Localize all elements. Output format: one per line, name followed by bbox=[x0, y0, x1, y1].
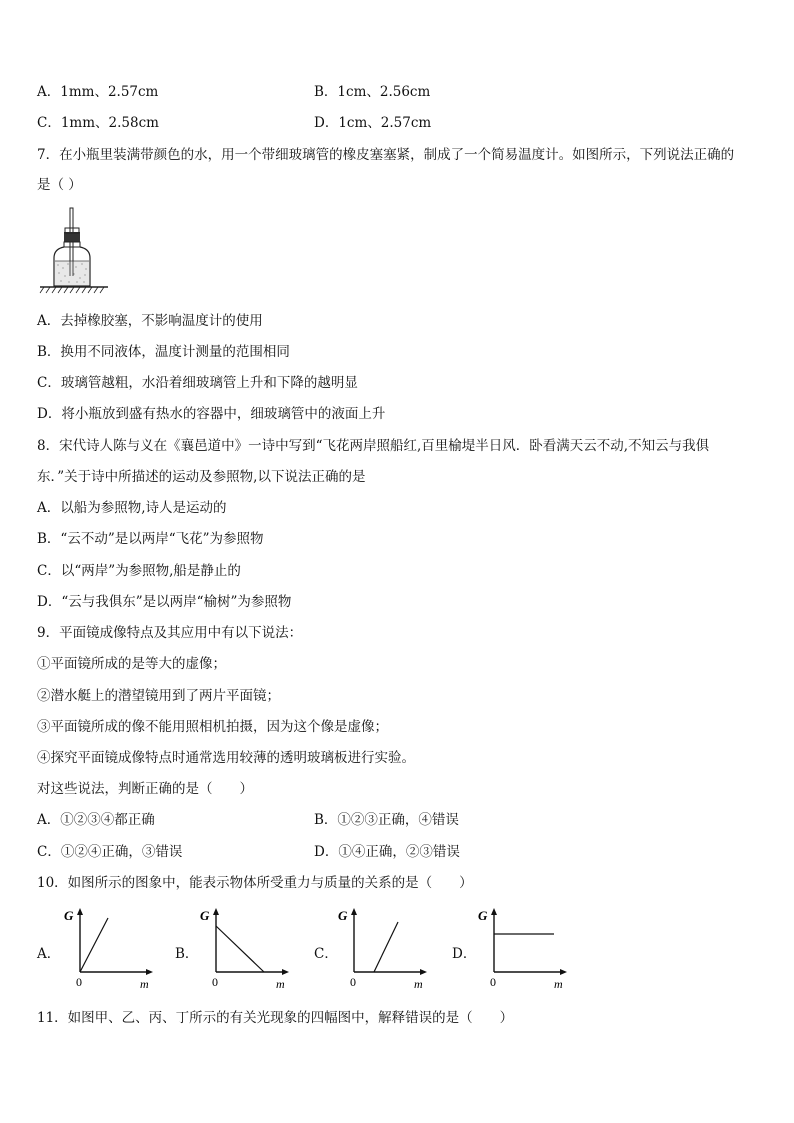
graph-b-x-label: m bbox=[276, 977, 285, 991]
graph-d-x-arrow bbox=[560, 969, 567, 975]
q8-stem-line1: 8．宋代诗人陈与义在《襄邑道中》一诗中写到“飞花两岸照船红,百里榆堤半日风．卧看满天云不动,不知云与我俱 bbox=[37, 438, 710, 454]
q9-stem: 9．平面镜成像特点及其应用中有以下说法： bbox=[37, 625, 303, 641]
q9-option-b: B．①②③正确，④错误 bbox=[314, 812, 459, 828]
q9-statement-1: ①平面镜所成的是等大的虚像； bbox=[37, 656, 226, 672]
graph-c-x-arrow bbox=[420, 969, 427, 975]
q6-option-b: B．1cm、2.56cm bbox=[314, 84, 431, 100]
graph-a bbox=[60, 906, 160, 994]
q7-option-b: B．换用不同液体，温度计测量的范围相同 bbox=[37, 344, 290, 360]
q8-stem-line2: 东．”关于诗中所描述的运动及参照物,以下说法正确的是 bbox=[37, 469, 366, 485]
graph-b-y-arrow bbox=[213, 908, 219, 915]
q10-label-c: C． bbox=[314, 946, 338, 962]
q8-option-d: D．“云与我俱东”是以两岸“榆树”为参照物 bbox=[37, 594, 292, 610]
graph-c bbox=[334, 906, 434, 994]
graph-b bbox=[196, 906, 296, 994]
graph-d bbox=[474, 906, 574, 994]
q7-option-a: A．去掉橡胶塞，不影响温度计的使用 bbox=[37, 313, 263, 329]
graph-a-y-arrow bbox=[77, 908, 83, 915]
graph-a-x-label: m bbox=[140, 977, 149, 991]
graph-c-x-label: m bbox=[414, 977, 423, 991]
q6-option-d: D．1cm、2.57cm bbox=[314, 115, 432, 131]
thermometer-bottle-figure bbox=[38, 206, 118, 296]
q7-option-c: C．玻璃管越粗，水沿着细玻璃管上升和下降的越明显 bbox=[37, 375, 358, 391]
graph-c-y-arrow bbox=[351, 908, 357, 915]
q11-stem: 11．如图甲、乙、丙、丁所示的有关光现象的四幅图中，解释错误的是（ ） bbox=[37, 1010, 514, 1026]
graph-c-y-label: G bbox=[338, 908, 348, 923]
graph-d-x-label: m bbox=[554, 977, 563, 991]
graph-b-line bbox=[216, 926, 264, 972]
graph-c-origin: 0 bbox=[350, 975, 356, 989]
q9-question: 对这些说法，判断正确的是（ ） bbox=[37, 781, 253, 797]
graph-b-origin: 0 bbox=[212, 975, 218, 989]
q7-stem-line2: 是（ ） bbox=[37, 177, 82, 193]
q10-label-b: B． bbox=[175, 946, 199, 962]
q9-option-a: A．①②③④都正确 bbox=[37, 812, 155, 828]
q8-option-b: B．“云不动”是以两岸“飞花”为参照物 bbox=[37, 531, 264, 547]
q10-stem: 10．如图所示的图象中，能表示物体所受重力与质量的关系的是（ ） bbox=[37, 875, 473, 891]
q8-option-c: C．以“两岸”为参照物,船是静止的 bbox=[37, 563, 241, 579]
graph-a-line bbox=[80, 918, 108, 972]
q8-option-a: A．以船为参照物,诗人是运动的 bbox=[37, 500, 227, 516]
q10-label-a: A． bbox=[37, 946, 61, 962]
q9-statement-3: ③平面镜所成的像不能用照相机拍摄，因为这个像是虚像； bbox=[37, 719, 388, 735]
graph-a-y-label: G bbox=[64, 908, 74, 923]
q9-option-d: D．①④正确，②③错误 bbox=[314, 844, 460, 860]
q9-statement-2: ②潜水艇上的潜望镜用到了两片平面镜； bbox=[37, 688, 280, 704]
graph-b-y-label: G bbox=[200, 908, 210, 923]
q9-statement-4: ④探究平面镜成像特点时通常选用较薄的透明玻璃板进行实验。 bbox=[37, 750, 415, 766]
q10-label-d: D． bbox=[452, 946, 477, 962]
q6-option-c: C．1mm、2.58cm bbox=[37, 115, 159, 131]
q7-option-d: D．将小瓶放到盛有热水的容器中，细玻璃管中的液面上升 bbox=[37, 406, 386, 422]
graph-d-origin: 0 bbox=[490, 975, 496, 989]
graph-a-x-arrow bbox=[146, 969, 153, 975]
q9-option-c: C．①②④正确，③错误 bbox=[37, 844, 183, 860]
q6-option-a: A．1mm、2.57cm bbox=[37, 84, 159, 100]
graph-b-x-arrow bbox=[282, 969, 289, 975]
graph-a-origin: 0 bbox=[76, 975, 82, 989]
graph-c-line bbox=[374, 922, 398, 972]
graph-d-y-label: G bbox=[478, 908, 488, 923]
q7-stem-line1: 7．在小瓶里装满带颜色的水，用一个带细玻璃管的橡皮塞塞紧，制成了一个简易温度计。如图所示，下列说法正确的 bbox=[37, 147, 735, 163]
graph-d-y-arrow bbox=[491, 908, 497, 915]
